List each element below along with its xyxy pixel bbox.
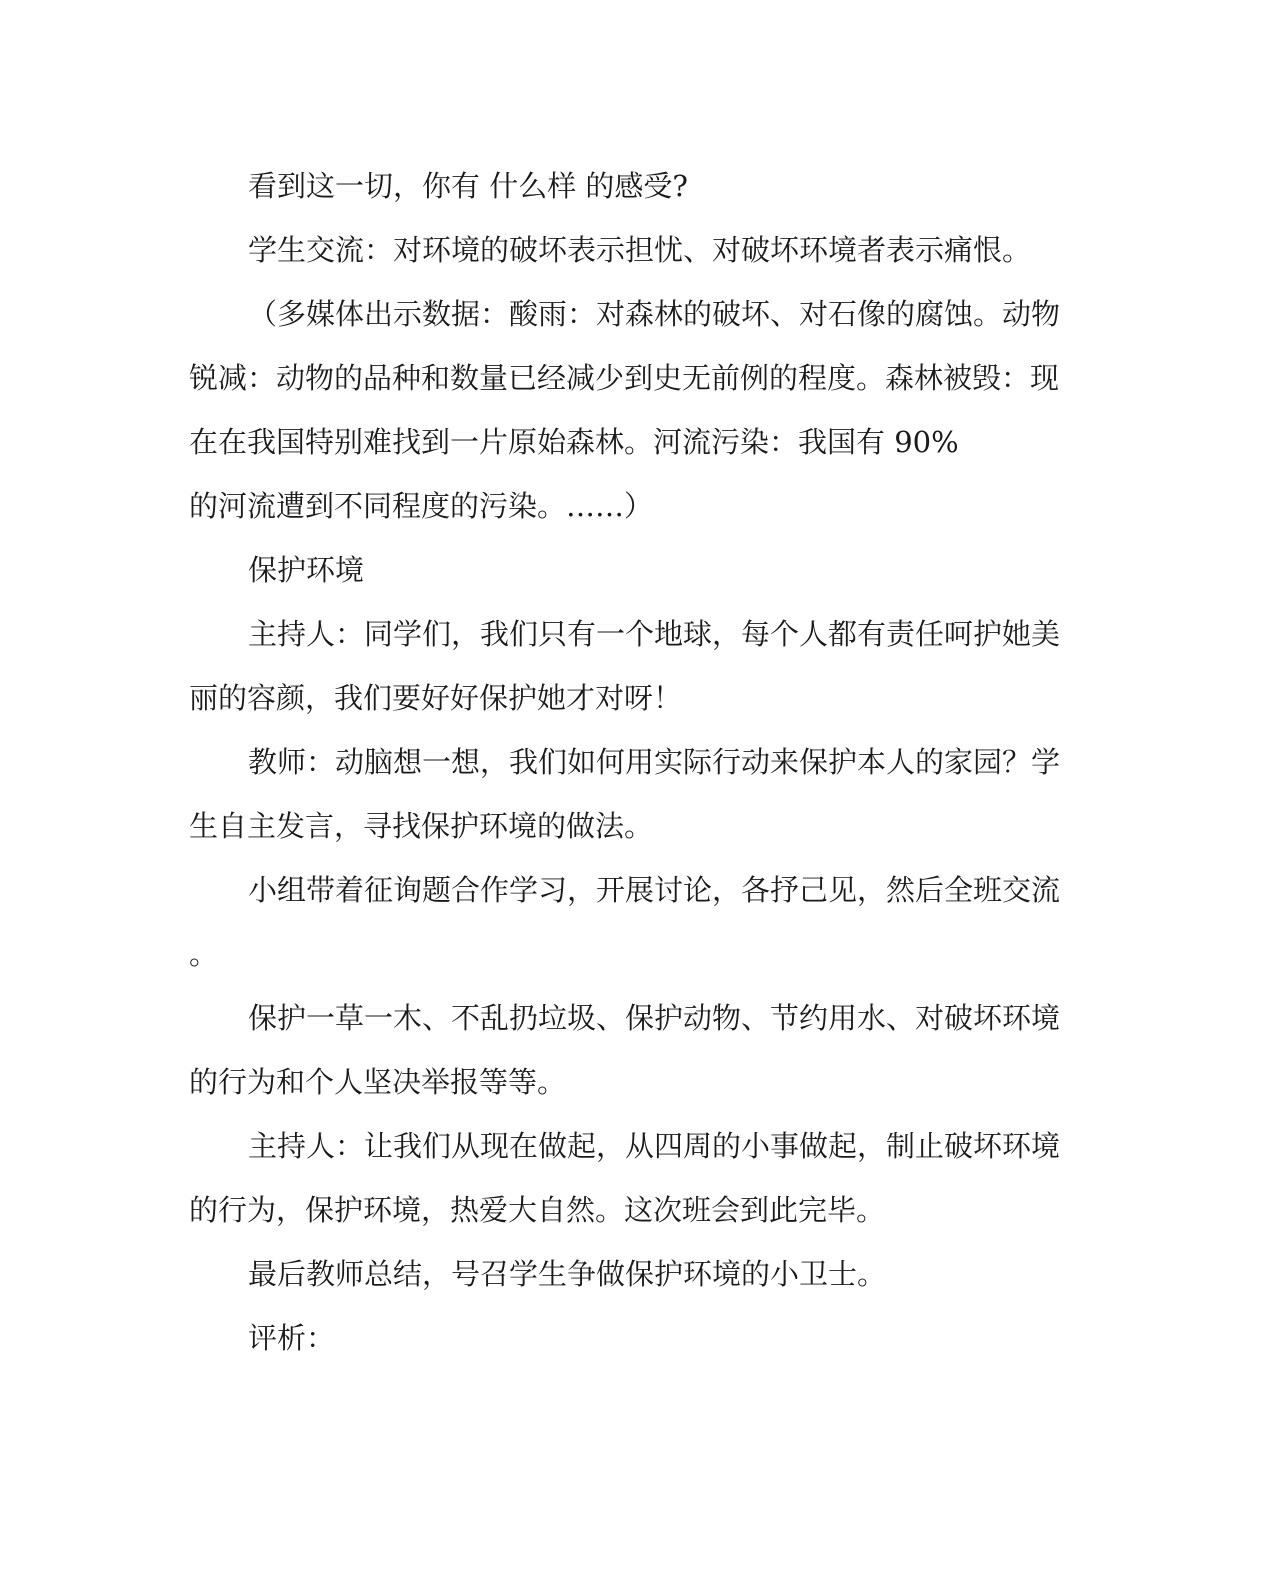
text-line: 生自主发言，寻找保护环境的做法。	[189, 809, 654, 843]
text-line: 教师：动脑想一想，我们如何用实际行动来保护本人的家园？学	[248, 745, 1061, 779]
text-line: 保护一草一木、不乱扔垃圾、保护动物、节约用水、对破坏环境	[248, 1001, 1061, 1035]
text-line: 的行为和个人坚决举报等等。	[189, 1065, 567, 1099]
text-line: 的行为，保护环境，热爱大自然。这次班会到此完毕。	[189, 1193, 886, 1227]
text-line: 锐减：动物的品种和数量已经减少到史无前例的程度。森林被毁：现	[189, 361, 1060, 395]
text-line: 主持人：让我们从现在做起，从四周的小事做起，制止破坏环境	[248, 1129, 1061, 1163]
text-line: 评析：	[248, 1321, 336, 1355]
text-line: 在在我国特别难找到一片原始森林。河流污染：我国有 90%	[189, 425, 959, 459]
text-line: 学生交流：对环境的破坏表示担忧、对破坏环境者表示痛恨。	[248, 233, 1032, 267]
text-line: 丽的容颜，我们要好好保护她才对呀！	[189, 681, 683, 715]
text-line: 的河流遭到不同程度的污染。……）	[189, 489, 654, 523]
text-line: 。	[189, 937, 219, 971]
text-line: 最后教师总结，号召学生争做保护环境的小卫士。	[248, 1257, 887, 1291]
text-line: 小组带着征询题合作学习，开展讨论，各抒己见，然后全班交流	[248, 873, 1061, 907]
text-line: 主持人：同学们，我们只有一个地球，每个人都有责任呵护她美	[248, 617, 1061, 651]
text-line: （多媒体出示数据：酸雨：对森林的破坏、对石像的腐蚀。动物	[248, 297, 1061, 331]
section-heading: 保护环境	[248, 553, 365, 587]
text-line: 看到这一切，你有 什么样 的感受?	[248, 169, 688, 203]
